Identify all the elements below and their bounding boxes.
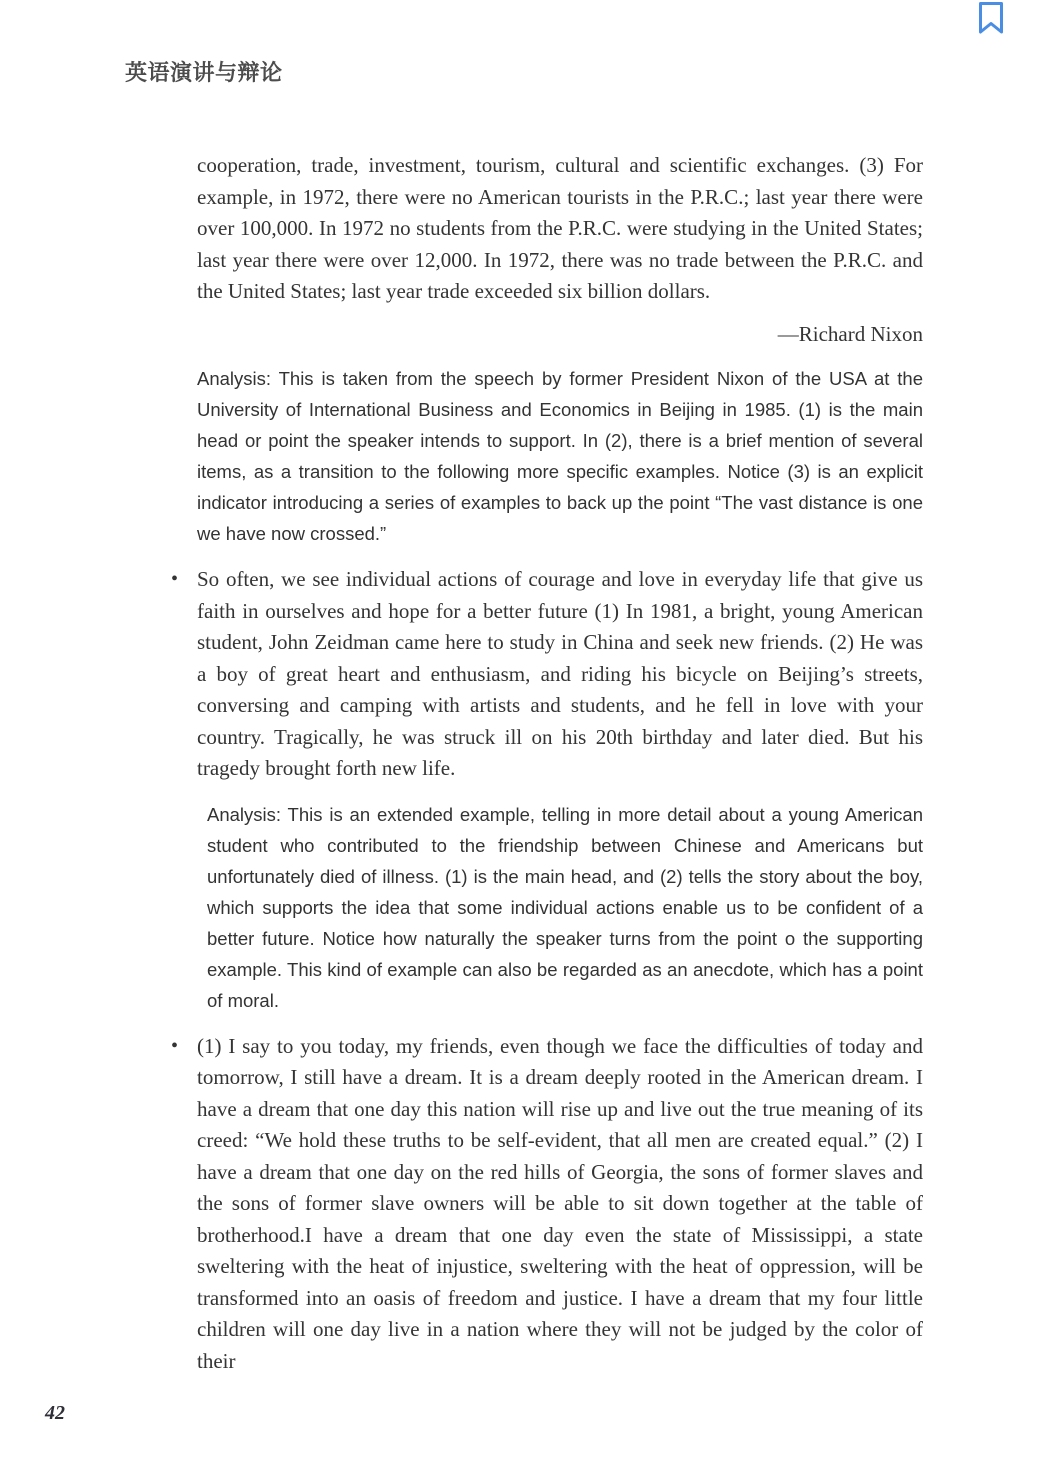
- attribution-richard-nixon: —Richard Nixon: [777, 321, 923, 346]
- list-item: [171, 564, 923, 785]
- bullet-icon: •: [171, 1034, 179, 1057]
- bookmark-icon-svg: [976, 1, 1006, 35]
- bookmark-icon-path: [981, 4, 1002, 33]
- page-number: 42: [45, 1402, 65, 1424]
- speech-excerpt-dream: (1) I say to you today, my friends, even though we face the difficulties of today and tomorrow, I still have a dream. It is a dream deeply rooted in the American dream. I have a dream that one day this nation will rise up and live out the true meaning of its creed: “We hold these truths to be self-evident, that all men are created equal.” (2) I have a dream that one day on the red hills of Georgia, the sons of former slaves and the sons of former slave owners will be able to sit down together at the table of brotherhood.I have a dream that one day even the state of Mississippi, a state sweltering with the heat of injustice, sweltering with the heat of oppression, will be transformed into an oasis of freedom and justice. I have a dream that my four little children will one day live in a nation where they will not be judged by the color of their: [197, 1033, 923, 1373]
- speech-excerpt-nixon: cooperation, trade, investment, tourism, cultural and scientific exchanges. (3) For example, in 1972, there were no American tourists in the P.R.C.; last year there were over 100,000. In 1972 no students from the P.R.C. were studying in the United States; last year there were over 12,000. In 1972, there was no trade between the P.R.C. and the United States; last year trade exceeded six billion dollars.: [197, 153, 923, 303]
- page-content: [171, 150, 923, 1377]
- list-item: [171, 1031, 923, 1378]
- bullet-icon: •: [171, 568, 179, 590]
- speech-excerpt-zeidman: So often, we see individual actions of courage and love in everyday life that give us faith in ourselves and hope for a better future (1) In 1981, a bright, young American student, John Zeidman came here to study in China and seek new friends. (2) He was a boy of great heart and enthusiasm, and riding his bicycle on Beijing’s streets, conversing and camping with artists and students, and he fell in love with your country. Tragically, he was struck ill on his 20th birthday and later died. But his tragedy brought forth new life.: [197, 567, 923, 780]
- analysis-paragraph-zeidman: Analysis: This is an extended example, telling in more detail about a young American student who contributed to the friendship between Chinese and Americans but unfortunately died of illness. (1) is the main head, and (2) tells the story about the boy, which supports the idea that some individual actions enable us to be confident of a better future. Notice how naturally the speaker turns from the point o the supporting example. This kind of example can also be regarded as an anecdote, which has a point of moral.: [207, 803, 923, 1011]
- bookmark-icon[interactable]: [976, 1, 1006, 35]
- running-head-title: 英语演讲与辩论: [125, 60, 283, 85]
- analysis-paragraph-nixon: Analysis: This is taken from the speech by former President Nixon of the USA at the University of International Business and Economics in Beijing in 1985. (1) is the main head or point the speaker intends to support. In (2), there is a brief mention of several items, as a transition to the following more specific examples. Notice (3) is an explicit indicator introducing a series of examples to back up the point “The vast distance is one we have now crossed.”: [197, 368, 923, 544]
